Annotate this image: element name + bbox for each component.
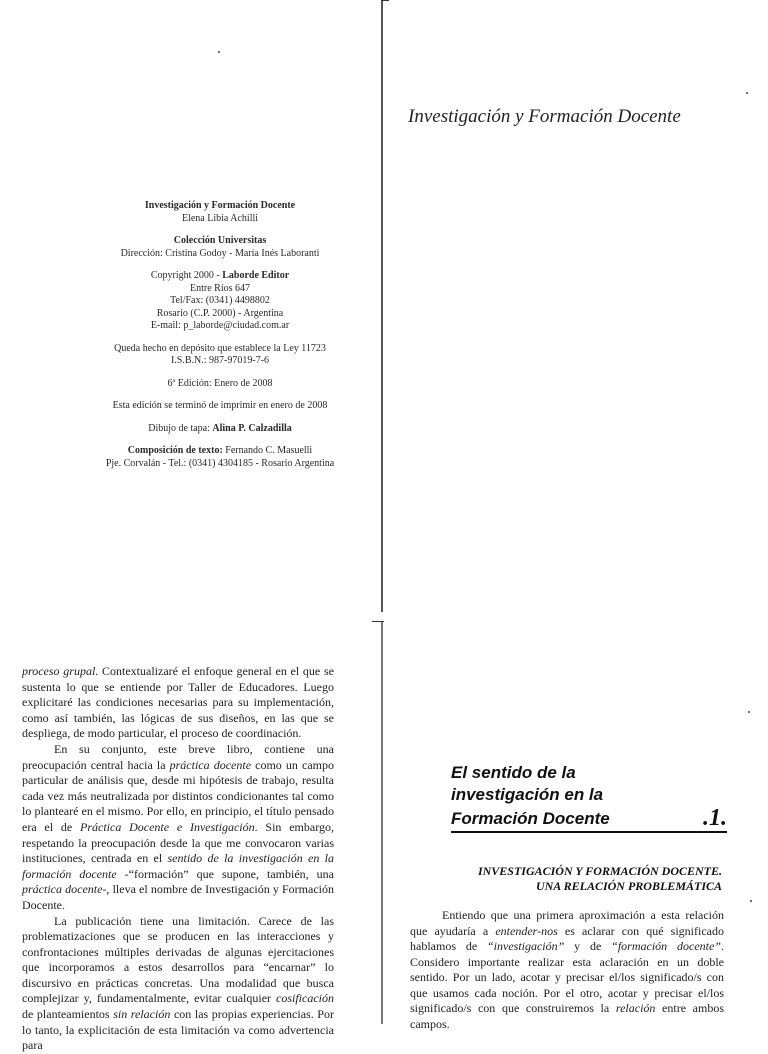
section-heading-line: UNA RELACIÓN PROBLEMÁTICA — [535, 879, 722, 893]
right-page-body — [410, 908, 724, 1032]
text-run: de planteamientos — [22, 1007, 114, 1022]
copyright-colophon — [60, 200, 380, 480]
gutter-mark-middle — [372, 621, 384, 622]
colophon-copyright: Copyright 2000 - — [150, 270, 223, 281]
emphasis: cosificación — [276, 991, 334, 1006]
text-run: es aclarar con qué significado hablamos de — [410, 923, 724, 953]
text-run: con las propias experiencias. Por lo tanto, la explicitación de esta limitación va como advertencia para — [22, 1007, 334, 1053]
colophon-direction: Dirección: Cristina Godoy - María Inés Laboranti — [120, 247, 320, 259]
emphasis: sentido de la investigación en la formación docente — [22, 851, 334, 881]
text-run: . Considero importante realizar esta aclaración en un doble sentido. Por un lado, acotar y precisar el/los significado/s con que usamos cada noción. Por el otro, acotar y precisar el/los significado/s con que construiremos la — [410, 939, 724, 1015]
emphasis: entender-nos — [495, 923, 558, 938]
emphasis: Práctica Docente e Investigación — [80, 819, 255, 834]
emphasis: práctica docente — [22, 882, 103, 897]
text-run: y de — [564, 939, 612, 953]
text-run: La publicación tiene una limitación. Carece de las problematizaciones que se producen en las interacciones y confrontaciones múltiples derivadas de algunas ejercitaciones que incorporamos a estos desarrollos para “encarnar” lo discursivo en prácticas concretas. Una modalidad que busca complejizar y, fundamentalmente, evitar cualquier — [22, 913, 334, 1006]
text-run: En su conjunto, este breve libro, contiene una preocupación central hacia la — [22, 741, 334, 772]
colophon-edition: 6ª Edición: Enero de 2008 — [167, 377, 273, 389]
chapter-title-line: El sentido de la — [451, 763, 576, 782]
scan-speck — [218, 51, 220, 53]
section-heading — [440, 864, 722, 894]
emphasis: proceso grupal — [22, 664, 96, 678]
gutter-mark-top — [381, 0, 389, 1]
colophon-book-title: Investigación y Formación Docente — [144, 200, 296, 211]
colophon-typesetter-address: Pje. Corvalán - Tel.: (0341) 4304185 - Rosario Argentina — [105, 457, 335, 469]
emphasis: “formación docente” — [611, 939, 721, 953]
colophon-city: Rosario (C.P. 2000) - Argentina — [156, 307, 284, 319]
colophon-printed: Esta edición se terminó de imprimir en enero de 2008 — [112, 400, 328, 411]
chapter-heading — [451, 762, 727, 833]
page-gutter-line — [381, 0, 383, 1024]
scan-speck — [746, 92, 748, 94]
text-run: -“formación” que supone, también, una — [116, 866, 334, 881]
scan-speck — [748, 711, 750, 713]
colophon-email: E-mail: p_laborde@ciudad.com.ar — [150, 320, 290, 331]
paragraph — [22, 664, 334, 742]
text-run: . Contextualizaré el enfoque general en el que se sustenta lo que se entiende por Taller de Educadores. Luego explicitaré las condiciones necesarias para su implementación, como así también, las lógicas de sus diseños, en las que se despliega, de modo particular, el proceso de coordinación. — [22, 664, 334, 741]
text-run: entre ambos campos. — [410, 1001, 725, 1031]
text-run: . Sin embargo, respetando la preocupación desde la que me convocaron varias instituciones, centrada en el — [22, 819, 334, 866]
emphasis: sin relación — [113, 1007, 171, 1022]
series-title: Investigación y Formación Docente — [408, 106, 681, 127]
text-run: -, lleva el nombre de Investigación y Formación Docente. — [22, 882, 334, 912]
chapter-title-rule — [451, 806, 727, 833]
colophon-cover-label: Dibujo de tapa: — [148, 422, 213, 434]
left-page-body — [22, 664, 334, 1054]
colophon-typesetting-label: Composición de texto: — [127, 445, 226, 456]
chapter-title-line: investigación en la — [451, 785, 604, 804]
colophon-cover-artist: Alina P. Calzadilla — [212, 422, 292, 434]
colophon-address: Entre Ríos 647 — [190, 282, 250, 294]
paragraph — [410, 908, 724, 1032]
paragraph — [22, 742, 334, 914]
colophon-collection: Colección Universitas — [173, 235, 267, 246]
paragraph — [22, 914, 334, 1054]
colophon-publisher: Laborde Editor — [222, 270, 290, 281]
colophon-author: Elena Libia Achilli — [181, 212, 259, 224]
chapter-number: .1. — [703, 805, 727, 831]
chapter-title-line: Formación Docente — [451, 809, 610, 828]
colophon-telfax: Tel/Fax: (0341) 4498802 — [170, 295, 270, 306]
emphasis: relación — [615, 1001, 656, 1015]
colophon-typesetter: Fernando C. Masuelli — [225, 445, 313, 456]
text-run: como un campo particular de análisis que, desde mi hipótesis de trabajo, resulta cada vez más neutralizada por distintos condicionantes tal como lo plantearé en el mismo. Por ello, en principio, el título pensado era el de — [22, 757, 334, 834]
emphasis: práctica docente — [169, 757, 252, 772]
text-run: Entiendo que una primera aproximación a esta relación que ayudaría a — [410, 908, 724, 938]
scan-speck — [750, 900, 752, 902]
section-heading-line: INVESTIGACIÓN Y FORMACIÓN DOCENTE. — [477, 864, 722, 878]
colophon-isbn: I.S.B.N.: 987-97019-7-6 — [170, 355, 270, 366]
emphasis: “investigación” — [486, 939, 565, 953]
colophon-deposit: Queda hecho en depósito que establece la Ley 11723 — [114, 342, 326, 354]
